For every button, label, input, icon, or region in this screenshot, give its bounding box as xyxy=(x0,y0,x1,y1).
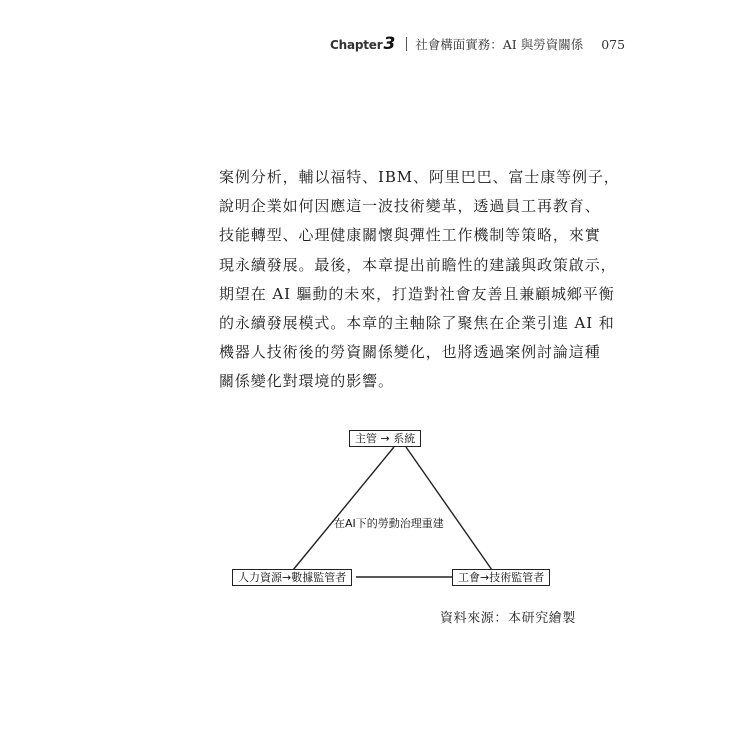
node-manager-system: 主管 → 系統 xyxy=(349,430,421,447)
chapter-number: 3 xyxy=(383,34,396,54)
paragraph-line: 期望在 AI 驅動的未來，打造對社會友善且兼顧城鄉平衡 xyxy=(219,284,615,303)
edge-top-left xyxy=(293,447,394,570)
edge-top-right xyxy=(406,447,492,570)
paragraph-line: 案例分析，輔以福特、IBM、阿里巴巴、富士康等例子， xyxy=(219,168,620,186)
running-header xyxy=(330,34,625,54)
body-paragraph xyxy=(219,163,620,397)
paragraph-line: 技能轉型、心理健康關懷與彈性工作機制等策略，來實 xyxy=(219,226,601,245)
paragraph-line: 機器人技術後的勞資關係變化，也將透過案例討論這種 xyxy=(219,343,601,362)
chapter-label: Chapter xyxy=(330,38,383,52)
page-number: 075 xyxy=(601,37,626,52)
paragraph-line: 現永續發展。最後，本章提出前瞻性的建議與政策啟示， xyxy=(219,255,617,274)
paragraph-line: 說明企業如何因應這一波技術變革，透過員工再教育、 xyxy=(219,197,601,216)
labor-governance-diagram xyxy=(228,424,558,594)
source-note: 資料來源：本研究繪製 xyxy=(440,611,577,626)
chapter-title: 社會構面實務：AI 與勞資關係 xyxy=(415,37,584,52)
node-union-tech-supervisor: 工會→技術監管者 xyxy=(452,569,550,586)
node-hr-data-supervisor: 人力資源→數據監管者 xyxy=(232,569,352,586)
header-divider xyxy=(406,37,407,51)
paragraph-line: 關係變化對環境的影響。 xyxy=(219,372,394,391)
diagram-center-label: 在AI下的勞動治理重建 xyxy=(334,517,444,530)
paragraph-line: 的永續發展模式。本章的主軸除了聚焦在企業引進 AI 和 xyxy=(219,314,615,333)
